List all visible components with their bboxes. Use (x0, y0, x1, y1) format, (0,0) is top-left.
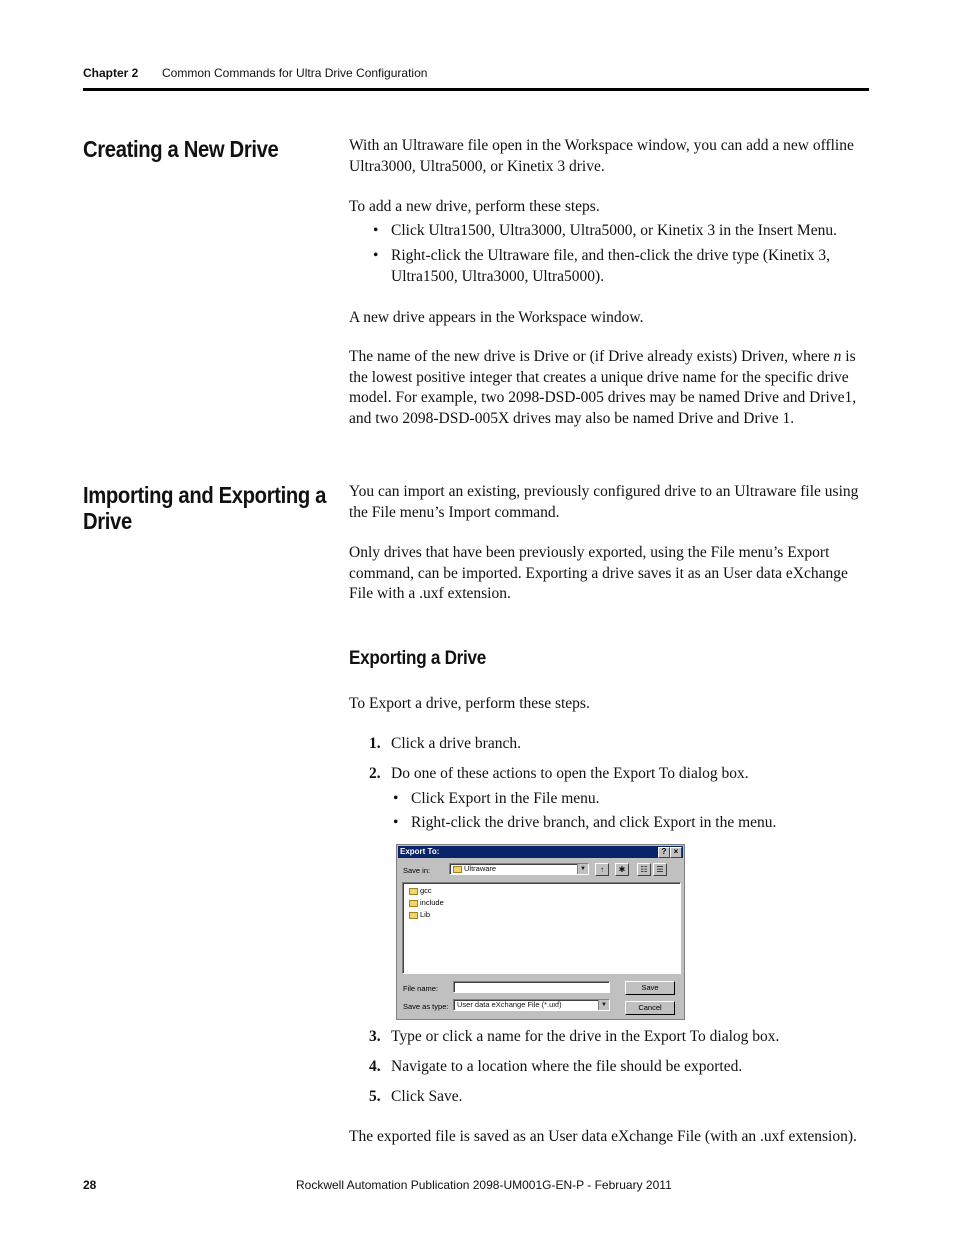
section1-para4: The name of the new drive is Drive or (if Drive already exists) Driven, where n is the lowest positive integer that creates a unique drive name for the specific drive model. For example, two 2098-DSD-005 drives may be named Drive and Drive1, and two 2098-DSD-005X drives may also be named Drive and Drive 1. (349, 348, 857, 427)
page-number: 28 (83, 1178, 97, 1192)
step-item: 2. Do one of these actions to open the Export To dialog box. (369, 765, 749, 782)
file-name-label: File name: (403, 984, 439, 993)
section2-para4: The exported file is saved as an User data eXchange File (with an .uxf extension). (349, 1128, 857, 1145)
publication-info: Rockwell Automation Publication 2098-UM001G-EN-P - February 2011 (296, 1178, 672, 1192)
section-heading-creating: Creating a New Drive (83, 136, 279, 162)
folder-item[interactable]: include (409, 898, 444, 907)
help-icon[interactable]: ? (658, 847, 670, 858)
close-icon[interactable]: × (670, 847, 682, 858)
details-view-icon[interactable]: ☰ (653, 863, 667, 876)
file-name-input[interactable] (453, 981, 610, 993)
folder-icon (409, 912, 418, 919)
step-item: 1. Click a drive branch. (369, 735, 521, 752)
chapter-title: Common Commands for Ultra Drive Configuration (162, 66, 428, 80)
folder-icon (409, 888, 418, 895)
section2-para3: To Export a drive, perform these steps. (349, 695, 590, 712)
save-button[interactable]: Save (625, 981, 675, 995)
dropdown-arrow-icon[interactable]: ▼ (598, 1000, 609, 1010)
cancel-button[interactable]: Cancel (625, 1001, 675, 1015)
header-rule (83, 88, 869, 91)
section1-para3: A new drive appears in the Workspace window. (349, 309, 644, 326)
step-item: 3. Type or click a name for the drive in the Export To dialog box. (369, 1028, 780, 1045)
sub-bullet-item: • Click Export in the File menu. (393, 790, 600, 807)
folder-icon (409, 900, 418, 907)
save-as-type-label: Save as type: (403, 1002, 449, 1011)
dialog-titlebar: Export To: ? × (398, 846, 683, 858)
section1-para2: To add a new drive, perform these steps. (349, 198, 600, 215)
section-heading-importing: Importing and Exporting a Drive (83, 482, 327, 534)
folder-item[interactable]: gcc (409, 886, 432, 895)
folder-list[interactable] (402, 882, 681, 974)
export-dialog (396, 844, 685, 1020)
dropdown-arrow-icon[interactable]: ▼ (577, 864, 588, 874)
folder-item[interactable]: Lib (409, 910, 430, 919)
section2-para1: You can import an existing, previously configured drive to an Ultraware file using the File menu’s Import command. (349, 483, 859, 521)
bullet-item: • Click Ultra1500, Ultra3000, Ultra5000, or Kinetix 3 in the Insert Menu. (373, 222, 837, 239)
save-in-label: Save in: (403, 866, 431, 875)
chapter-label: Chapter 2 (83, 66, 139, 80)
section1-para1: With an Ultraware file open in the Workspace window, you can add a new offline Ultra3000, Ultra5000, or Kinetix 3 drive. (349, 137, 854, 175)
list-view-icon[interactable]: ☷ (637, 863, 651, 876)
up-folder-icon[interactable]: ↑ (595, 863, 609, 876)
step-item: 4. Navigate to a location where the file should be exported. (369, 1058, 743, 1075)
step-item: 5. Click Save. (369, 1088, 463, 1105)
section2-para2: Only drives that have been previously exported, using the File menu’s Export command, can be imported. Exporting a drive saves it as an User data eXchange File with a .uxf extension. (349, 544, 848, 602)
bullet-item: • Right-click the Ultraware file, and then-click the drive type (Kinetix 3, Ultra1500, Ultra3000, Ultra5000). (373, 247, 831, 285)
save-in-select[interactable]: Ultraware ▼ (449, 863, 589, 875)
new-folder-icon[interactable]: ✱ (615, 863, 629, 876)
subheading-exporting: Exporting a Drive (349, 648, 486, 669)
folder-icon (453, 866, 462, 873)
save-as-type-select[interactable]: User data eXchange File (*.uxf) ▼ (453, 999, 610, 1011)
sub-bullet-item: • Right-click the drive branch, and click Export in the menu. (393, 814, 777, 831)
